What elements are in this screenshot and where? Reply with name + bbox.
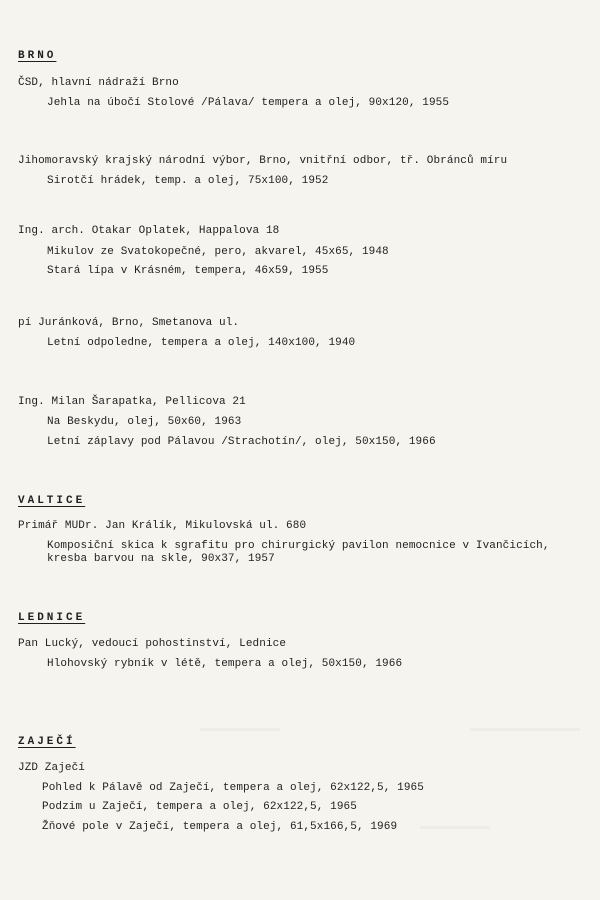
paper-smudge [420,826,490,829]
artwork-line: Stará lípa v Krásném, tempera, 46x59, 1955 [47,265,329,277]
owner-line: ČSD, hlavní nádraží Brno [18,77,179,89]
paper-smudge [200,728,280,731]
owner-line: pí Juránková, Brno, Smetanova ul. [18,317,240,329]
artwork-line: Jehla na úbočí Stolové /Pálava/ tempera a olej, 90x120, 1955 [47,97,450,109]
artwork-line: Komposiční skica k sgrafitu pro chirurgický pavilon nemocnice v Ivančicích, kresba barvou na skle, 90x37, 1957 [47,540,550,565]
owner-line: Ing. Milan Šarapatka, Pellicova 21 [18,396,246,408]
owner-line: Jihomoravský krajský národní výbor, Brno, vnitřní odbor, tř. Obránců míru [18,155,508,167]
owner-line: Primář MUDr. Jan Králík, Mikulovská ul. 680 [18,520,307,532]
artwork-line: Letní záplavy pod Pálavou /Strachotín/, olej, 50x150, 1966 [47,436,436,448]
artwork-line: Mikulov ze Svatokopečné, pero, akvarel, 45x65, 1948 [47,246,389,258]
paper-smudge [470,728,580,731]
artwork-line: Pohled k Pálavě od Zaječí, tempera a olej, 62x122,5, 1965 [42,782,424,794]
owner-line: Pan Lucký, vedoucí pohostinství, Lednice [18,638,287,650]
artwork-line: Hlohovský rybník v létě, tempera a olej, 50x150, 1966 [47,658,403,670]
section-heading-zajeci: ZAJEČÍ [18,736,76,748]
section-heading-lednice: LEDNICE [18,612,86,624]
artwork-line: Žňové pole v Zaječí, tempera a olej, 61,5x166,5, 1969 [42,821,398,833]
section-heading-valtice: VALTICE [18,495,86,507]
section-heading-brno: BRNO [18,50,57,62]
owner-line: JZD Zaječí [18,762,86,774]
artwork-line: Sirotčí hrádek, temp. a olej, 75x100, 1952 [47,175,329,187]
artwork-line: Letní odpoledne, tempera a olej, 140x100, 1940 [47,337,356,349]
artwork-line: Na Beskydu, olej, 50x60, 1963 [47,416,242,428]
owner-line: Ing. arch. Otakar Oplatek, Happalova 18 [18,225,280,237]
artwork-line: Podzim u Zaječí, tempera a olej, 62x122,5, 1965 [42,801,357,813]
